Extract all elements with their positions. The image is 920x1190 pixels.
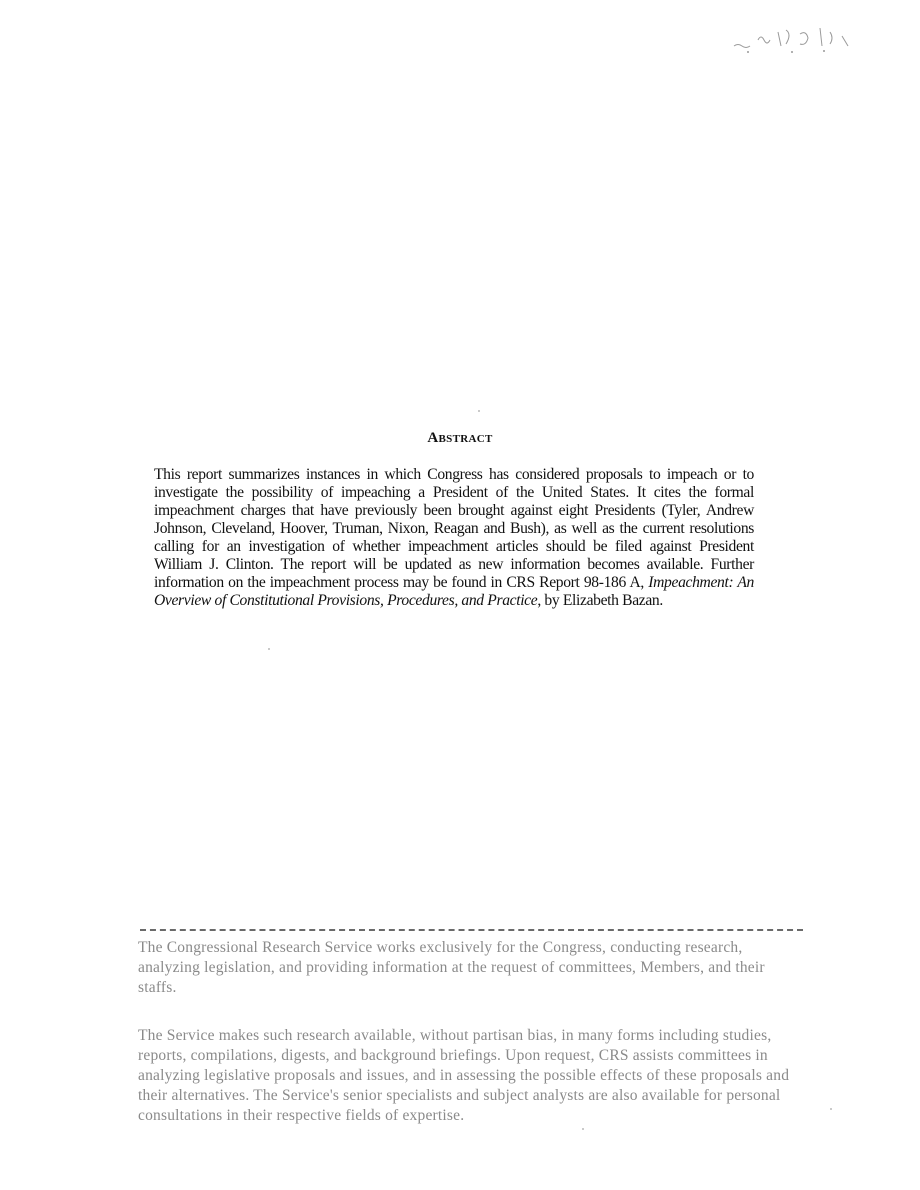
scan-speck (830, 1108, 832, 1110)
abstract-text-part2: , by Elizabeth Bazan. (537, 592, 663, 609)
abstract-heading: Abstract (427, 430, 493, 446)
abstract-text-part1: This report summarizes instances in which Congress has considered proposals to impeach or to investigate the possibility of impeaching a President of the United States. It cites the formal impeachment charges that have previously been brought against eight Presidents (Tyler, Andrew Johnson, Cleveland, Hoover, Truman, Nixon, Reagan and Bush), as well as the current resolutions calling for an investigation of whether impeachment articles should be filed against President William J. Clinton. The report will be updated as new information becomes available. Further information on the impeachment process may be found in CRS Report 98-186 A, (154, 466, 754, 591)
crs-note-paragraph-2: The Service makes such research available, without partisan bias, in many forms including studies, reports, compilations, digests, and background briefings. Upon request, CRS assists committees in analyzing legislative proposals and issues, and in assessing the possible effects of these proposals and their alternatives. The Service's senior specialists and subject analysts are also available for personal consultations in their respective fields of expertise. (138, 1027, 790, 1124)
scan-speck (582, 1128, 584, 1130)
stamp-mark-icon (728, 18, 858, 58)
footer-divider (140, 929, 803, 931)
crs-note-paragraph-1: The Congressional Research Service works exclusively for the Congress, conducting research, analyzing legislation, and providing information at the request of committees, Members, and their staffs. (138, 939, 765, 996)
scan-speck (268, 648, 270, 650)
scan-speck (478, 410, 480, 412)
cited-report-title: Impeachment: An Overview of Constitutional Provisions, Procedures, and Practice (154, 574, 755, 609)
abstract-paragraph (154, 466, 754, 610)
